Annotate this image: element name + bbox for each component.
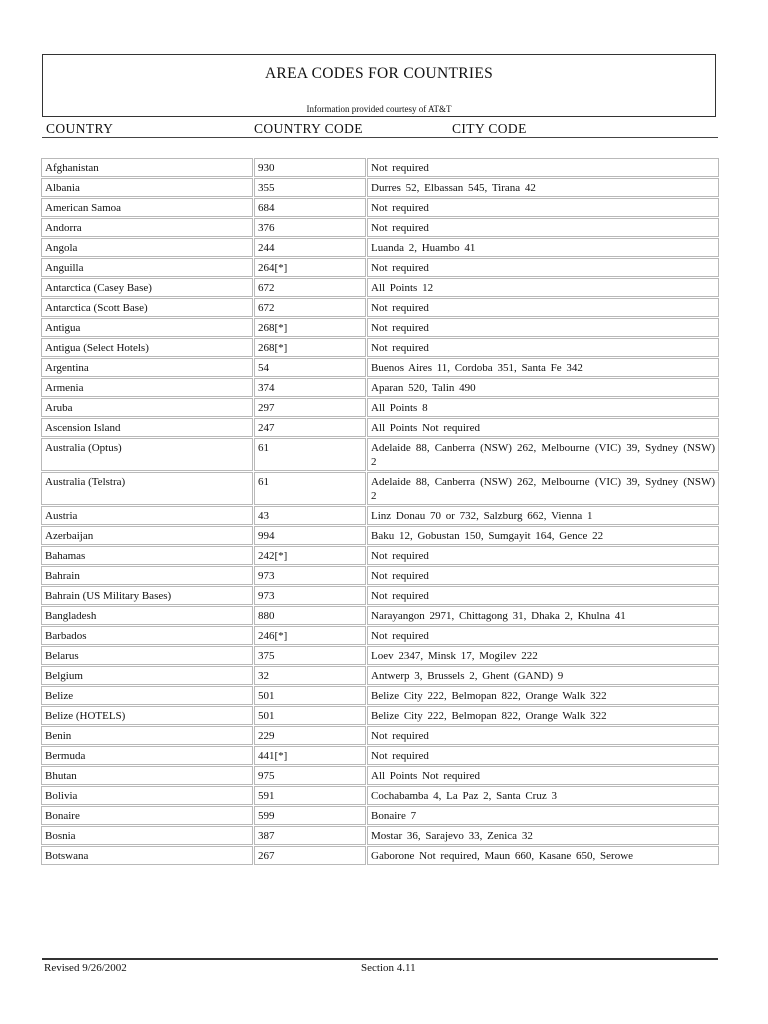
cell-country-code: 684 [254, 198, 366, 217]
footer-divider [42, 958, 718, 960]
cell-country-code: 994 [254, 526, 366, 545]
cell-country-code: 268[*] [254, 318, 366, 337]
cell-country-code: 247 [254, 418, 366, 437]
cell-country: Belgium [41, 666, 253, 685]
table-row [41, 526, 719, 545]
table-row [41, 378, 719, 397]
cell-country-code: 672 [254, 298, 366, 317]
cell-city-code: Not required [367, 338, 719, 357]
cell-country-code: 246[*] [254, 626, 366, 645]
cell-country: Bhutan [41, 766, 253, 785]
cell-city-code: Not required [367, 218, 719, 237]
cell-country-code: 54 [254, 358, 366, 377]
cell-country-code: 244 [254, 238, 366, 257]
cell-country: Belarus [41, 646, 253, 665]
cell-city-code: Luanda 2, Huambo 41 [367, 238, 719, 257]
cell-country: Barbados [41, 626, 253, 645]
cell-country: Belize (HOTELS) [41, 706, 253, 725]
table-row [41, 606, 719, 625]
cell-city-code: Belize City 222, Belmopan 822, Orange Walk 322 [367, 686, 719, 705]
cell-city-code: Not required [367, 546, 719, 565]
cell-country: Antarctica (Casey Base) [41, 278, 253, 297]
table-row [41, 506, 719, 525]
title-box [42, 54, 716, 117]
cell-country-code: 441[*] [254, 746, 366, 765]
cell-country: Azerbaijan [41, 526, 253, 545]
cell-city-code: Antwerp 3, Brussels 2, Ghent (GAND) 9 [367, 666, 719, 685]
cell-country-code: 591 [254, 786, 366, 805]
table-row [41, 298, 719, 317]
table-row [41, 786, 719, 805]
table-row [41, 398, 719, 417]
cell-country-code: 376 [254, 218, 366, 237]
cell-country-code: 387 [254, 826, 366, 845]
cell-country-code: 672 [254, 278, 366, 297]
cell-country: Anguilla [41, 258, 253, 277]
table-row [41, 318, 719, 337]
cell-country-code: 355 [254, 178, 366, 197]
cell-country-code: 268[*] [254, 338, 366, 357]
table-row [41, 258, 719, 277]
table-row [41, 438, 719, 471]
cell-country-code: 264[*] [254, 258, 366, 277]
cell-country-code: 32 [254, 666, 366, 685]
column-header-country-code: COUNTRY CODE [254, 121, 363, 136]
cell-country: Benin [41, 726, 253, 745]
cell-country-code: 61 [254, 438, 366, 471]
cell-city-code: All Points Not required [367, 766, 719, 785]
cell-country: Bermuda [41, 746, 253, 765]
header-divider [42, 137, 718, 138]
cell-city-code: Bonaire 7 [367, 806, 719, 825]
cell-country-code: 599 [254, 806, 366, 825]
cell-country: Bahrain [41, 566, 253, 585]
table-row [41, 278, 719, 297]
table-row [41, 566, 719, 585]
table-row [41, 198, 719, 217]
cell-city-code: Baku 12, Gobustan 150, Sumgayit 164, Gence 22 [367, 526, 719, 545]
table-body [41, 158, 719, 865]
table-row [41, 178, 719, 197]
cell-city-code: All Points 8 [367, 398, 719, 417]
table-row [41, 706, 719, 725]
cell-city-code: Adelaide 88, Canberra (NSW) 262, Melbourne (VIC) 39, Sydney (NSW) 2 [367, 438, 719, 471]
cell-city-code: Adelaide 88, Canberra (NSW) 262, Melbourne (VIC) 39, Sydney (NSW) 2 [367, 472, 719, 505]
cell-city-code: All Points Not required [367, 418, 719, 437]
table-row [41, 546, 719, 565]
cell-country: Antigua [41, 318, 253, 337]
table-row [41, 158, 719, 177]
cell-country-code: 267 [254, 846, 366, 865]
cell-country: Australia (Optus) [41, 438, 253, 471]
cell-country-code: 501 [254, 686, 366, 705]
table-row [41, 726, 719, 745]
cell-city-code: Buenos Aires 11, Cordoba 351, Santa Fe 342 [367, 358, 719, 377]
cell-city-code: Not required [367, 198, 719, 217]
cell-city-code: Not required [367, 726, 719, 745]
cell-country: Antigua (Select Hotels) [41, 338, 253, 357]
cell-country: Andorra [41, 218, 253, 237]
cell-country: Ascension Island [41, 418, 253, 437]
table-row [41, 806, 719, 825]
cell-country: Angola [41, 238, 253, 257]
cell-city-code: Aparan 520, Talin 490 [367, 378, 719, 397]
table-row [41, 646, 719, 665]
cell-city-code: Not required [367, 258, 719, 277]
table-row [41, 746, 719, 765]
cell-country: Botswana [41, 846, 253, 865]
table-row [41, 666, 719, 685]
cell-country: Bahamas [41, 546, 253, 565]
table-row [41, 826, 719, 845]
cell-city-code: Not required [367, 298, 719, 317]
cell-city-code: Not required [367, 626, 719, 645]
cell-country: Bonaire [41, 806, 253, 825]
cell-city-code: Not required [367, 586, 719, 605]
column-header-country: COUNTRY [46, 121, 114, 136]
revised-date: Revised 9/26/2002 [44, 962, 127, 974]
cell-country-code: 880 [254, 606, 366, 625]
table-row [41, 766, 719, 785]
cell-city-code: Not required [367, 566, 719, 585]
cell-country: Bahrain (US Military Bases) [41, 586, 253, 605]
cell-country: Aruba [41, 398, 253, 417]
table-row [41, 472, 719, 505]
cell-country: Bolivia [41, 786, 253, 805]
cell-country: Bangladesh [41, 606, 253, 625]
column-header-city-code: CITY CODE [452, 121, 527, 136]
cell-city-code: Gaborone Not required, Maun 660, Kasane 650, Serowe [367, 846, 719, 865]
cell-country-code: 61 [254, 472, 366, 505]
cell-country: Armenia [41, 378, 253, 397]
cell-country-code: 975 [254, 766, 366, 785]
cell-country: American Samoa [41, 198, 253, 217]
table-row [41, 338, 719, 357]
cell-country: Antarctica (Scott Base) [41, 298, 253, 317]
table-row [41, 586, 719, 605]
section-number: Section 4.11 [361, 962, 416, 974]
document-subtitle: Information provided courtesy of AT&T [306, 104, 452, 114]
document-title: AREA CODES FOR COUNTRIES [264, 65, 494, 82]
cell-country: Argentina [41, 358, 253, 377]
cell-city-code: Narayangon 2971, Chittagong 31, Dhaka 2, Khulna 41 [367, 606, 719, 625]
cell-city-code: Mostar 36, Sarajevo 33, Zenica 32 [367, 826, 719, 845]
cell-country: Australia (Telstra) [41, 472, 253, 505]
table-row [41, 358, 719, 377]
cell-city-code: Not required [367, 158, 719, 177]
table-row [41, 686, 719, 705]
cell-city-code: Belize City 222, Belmopan 822, Orange Walk 322 [367, 706, 719, 725]
cell-city-code: Cochabamba 4, La Paz 2, Santa Cruz 3 [367, 786, 719, 805]
table-row [41, 846, 719, 865]
cell-country-code: 973 [254, 566, 366, 585]
area-codes-table [40, 157, 720, 866]
cell-country-code: 501 [254, 706, 366, 725]
cell-country-code: 43 [254, 506, 366, 525]
table-row [41, 626, 719, 645]
cell-city-code: Loev 2347, Minsk 17, Mogilev 222 [367, 646, 719, 665]
table-row [41, 218, 719, 237]
cell-country-code: 242[*] [254, 546, 366, 565]
cell-country-code: 973 [254, 586, 366, 605]
cell-country-code: 375 [254, 646, 366, 665]
table-row [41, 418, 719, 437]
cell-city-code: Not required [367, 746, 719, 765]
cell-city-code: Not required [367, 318, 719, 337]
cell-country-code: 374 [254, 378, 366, 397]
cell-country: Albania [41, 178, 253, 197]
table-row [41, 238, 719, 257]
cell-country-code: 297 [254, 398, 366, 417]
cell-country-code: 229 [254, 726, 366, 745]
cell-city-code: All Points 12 [367, 278, 719, 297]
cell-city-code: Linz Donau 70 or 732, Salzburg 662, Vienna 1 [367, 506, 719, 525]
cell-country-code: 930 [254, 158, 366, 177]
cell-country: Belize [41, 686, 253, 705]
cell-country: Austria [41, 506, 253, 525]
cell-city-code: Durres 52, Elbassan 545, Tirana 42 [367, 178, 719, 197]
cell-country: Bosnia [41, 826, 253, 845]
cell-country: Afghanistan [41, 158, 253, 177]
